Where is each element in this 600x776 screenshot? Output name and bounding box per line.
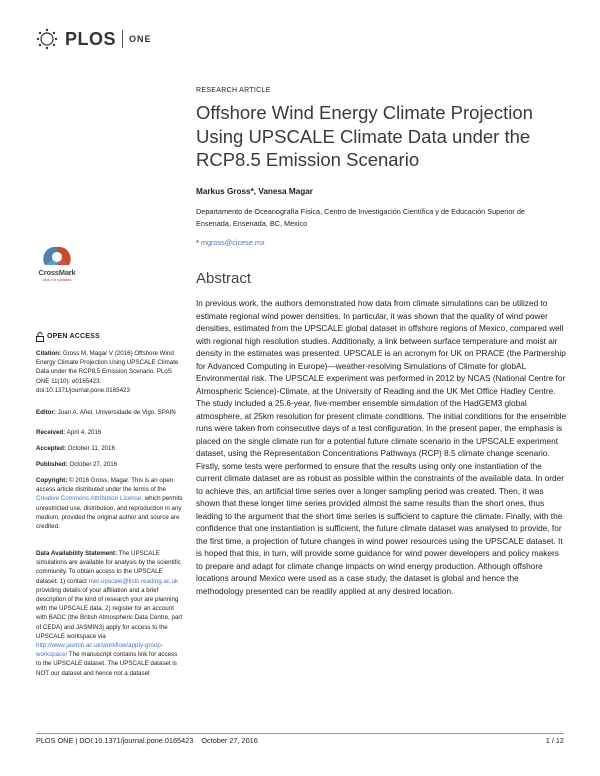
- editor-label: Editor:: [36, 409, 56, 416]
- crossmark-icon: [32, 243, 82, 267]
- copyright-label: Copyright:: [36, 477, 68, 484]
- accepted-text: October 11, 2016: [67, 445, 116, 452]
- author-list: Markus Gross*, Vanesa Magar: [196, 187, 313, 196]
- copyright-text-b: , which permits unrestricted use, distribution, and reproduction in any medium, provided the original author and source are credited.: [36, 495, 183, 531]
- crossmark-badge[interactable]: [32, 243, 82, 282]
- copyright-text-a: © 2016 Gross, Magar. This is an open access article distributed under the terms of the: [36, 477, 174, 494]
- citation-block: [36, 349, 184, 395]
- affiliation: Departamento de Oceanografía Física, Centro de Investigación Científica y de Educación Superior de Ensenada, Ensenada, BC, Mexico: [196, 207, 525, 228]
- data-availability-text-c: The manuscript contains link for access to the UPSCALE dataset. The UPSCALE dataset is NOT our dataset and hence not a dataset: [36, 651, 178, 677]
- footer-citation: PLOS ONE | DOI:10.1371/journal.pone.0165423 October 27, 2016: [36, 736, 258, 745]
- email-marker: *: [196, 238, 199, 247]
- article-type: RESEARCH ARTICLE: [196, 87, 271, 94]
- citation-label: Citation:: [36, 350, 62, 357]
- editor-text: Juan A. Añel, Universidade de Vigo, SPAIN: [57, 409, 176, 416]
- crossmark-sublabel: click for updates: [42, 277, 72, 282]
- published-label: Published:: [36, 461, 68, 468]
- corresponding-email: [196, 238, 568, 247]
- editor-block: [36, 408, 184, 417]
- plos-logo-icon: [36, 28, 62, 50]
- open-lock-icon: [36, 332, 44, 342]
- page-number: 1 / 12: [545, 736, 564, 745]
- data-availability-text-a: The UPSCALE simulations are available for analysis by the scientific community. To obtain access to the UPSCALE dataset: 1) contact: [36, 550, 181, 585]
- email-link[interactable]: mgross@cicese.mx: [200, 238, 265, 247]
- received-label: Received:: [36, 429, 66, 436]
- abstract-body: In previous work, the authors demonstrated how data from climate simulations can be utilized to estimate regional wind power densities. In particular, it was shown that the quality of wind power densities, estimated from the UPSCALE global dataset in offshore regions of Mexico, compared well with regional high resolution studies. Additionally, a link between surface temperature and moist air density in the estimates was presented. UPSCALE is an acronym for UK on PRACE (the Partnership for Advanced Computing in Europe)—weather-resolving Simulations of Climate for globAL Environmental risk. The UPSCALE experiment was performed in 2012 by NCAS (National Centre for Atmospheric Science)-Climate, at the University of Reading and the UK Met Office Hadley Centre. The study included a 25.6-year, five-member ensemble simulation of the HadGEM3 global atmosphere, at 25km resolution for present climate conditions. The initial conditions for the ensemble runs were taken from consecutive days of a test configuration. In the present paper, the emphasis is placed on the single climate run for a potential future climate scenario in the UPSCALE experiment dataset, using the Representation Concentrations Pathways (RCP) 8.5 climate change scenario. Firstly, some tests were performed to ensure that the results using only one instantiation of the current climate dataset are as robust as possible within the constraints of the available data. In order to achieve this, an artificial time series over a longer sampling period was created. Then, it was shown that these longer time series provided almost the same results than the short ones, thus leading to the argument that the short time series is sufficient to capture the climate. Finally, with the confidence that one instantiation is sufficient, the future climate dataset was analysed to provide, for the first time, a projection of future changes in wind power resources using the UPSCALE dataset. It is hoped that this, in turn, will provide some guidance for wind power developers and policy makers to prepare and adapt for climate change impacts on wind energy production. Although offshore locations around Mexico were used as a case study, the dataset is global and hence the methodology presented can be readily applied at any desired location.: [196, 298, 567, 596]
- published-date: [36, 460, 184, 469]
- logo-brand: PLOS: [65, 28, 117, 49]
- journal-logo: [36, 27, 152, 51]
- copyright-block: [36, 476, 184, 531]
- published-text: October 27, 2016: [69, 461, 118, 468]
- article-title: Offshore Wind Energy Climate Projection Using UPSCALE Climate Data under the RCP8.5 Emission Scenario: [196, 102, 533, 170]
- workspace-link[interactable]: http://www.jasmin.ac.uk/workflow/apply-group-workspace/: [36, 642, 163, 659]
- received-date: [36, 428, 184, 437]
- crossmark-label: CrossMark: [38, 268, 76, 277]
- accepted-date: [36, 444, 184, 453]
- citation-text: Gross M, Magar V (2016) Offshore Wind Energy Climate Projection Using UPSCALE Climate Data under the RCP8.5 Emission Scenario. PLoS ONE 11(10): e0165423. doi:10.1371/journal.pone.0165423: [36, 350, 179, 394]
- received-text: April 4, 2016: [66, 429, 102, 436]
- data-availability-block: [36, 549, 184, 678]
- data-availability-label: Data Availability Statement:: [36, 550, 118, 557]
- license-link[interactable]: Creative Commons Attribution License: [36, 495, 142, 503]
- accepted-label: Accepted:: [36, 445, 66, 452]
- data-availability-text-b: providing details of your affiliation and a brief description of the kind of research your are planning with the UPSCALE data. 2) register for an account with BADC (the British Atmospheric Data Centre, part of CEDA) and JASMIN3) apply for access to the UPSCALE workspace via: [36, 586, 183, 640]
- logo-journal: ONE: [129, 34, 152, 44]
- open-access-badge: [36, 332, 184, 342]
- abstract-heading: Abstract: [196, 270, 252, 287]
- logo-divider: [122, 30, 123, 48]
- open-access-label: OPEN ACCESS: [47, 333, 100, 341]
- mailing-list-link[interactable]: met-upscale@lists.reading.ac.uk: [88, 577, 179, 585]
- page-footer: [36, 733, 564, 745]
